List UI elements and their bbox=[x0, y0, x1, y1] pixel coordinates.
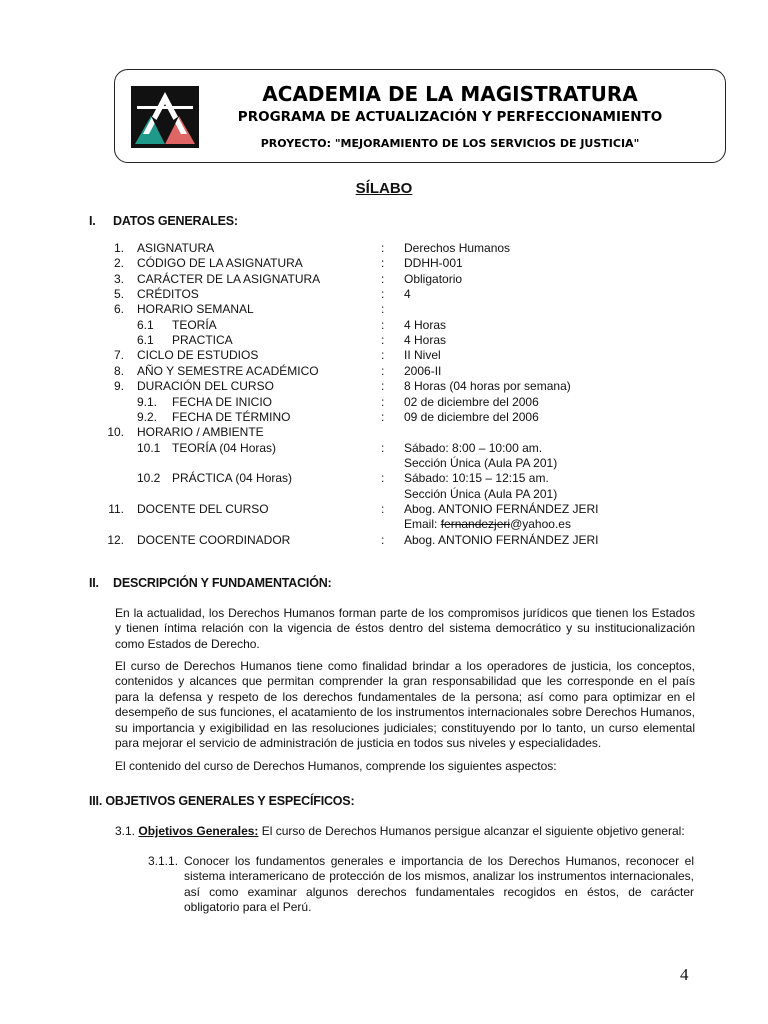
row-separator: : bbox=[381, 394, 385, 409]
row-label: CÓDIGO DE LA ASIGNATURA bbox=[137, 256, 303, 271]
objective-number: 3.1. bbox=[115, 824, 136, 838]
page-number: 4 bbox=[680, 965, 689, 984]
objective-general bbox=[115, 824, 715, 839]
row-number: 12. bbox=[107, 532, 124, 547]
row-separator: : bbox=[381, 379, 385, 394]
row-separator: : bbox=[381, 409, 385, 424]
row-label: ASIGNATURA bbox=[137, 241, 215, 255]
row-value: Abog. ANTONIO FERNÁNDEZ JERI bbox=[404, 532, 599, 547]
table-row bbox=[0, 394, 768, 410]
row-label: PRÁCTICA (04 Horas) bbox=[172, 471, 293, 486]
row-separator: : bbox=[381, 317, 385, 332]
row-number: 5. bbox=[113, 287, 124, 302]
row-value: DDHH-001 bbox=[404, 256, 463, 271]
table-row bbox=[0, 486, 768, 502]
row-number: 10.2 bbox=[137, 471, 161, 486]
table-row bbox=[0, 271, 768, 287]
section-1-number: I. bbox=[89, 214, 96, 228]
row-label: DOCENTE DEL CURSO bbox=[137, 501, 269, 516]
row-value: 4 Horas bbox=[404, 317, 447, 332]
row-value: 09 de diciembre del 2006 bbox=[404, 409, 539, 424]
table-row bbox=[0, 440, 768, 456]
row-separator: : bbox=[381, 440, 385, 455]
objective-label: Objetivos Generales: bbox=[138, 824, 259, 838]
row-separator: : bbox=[381, 302, 385, 317]
row-separator: : bbox=[381, 271, 385, 286]
section-1-title: DATOS GENERALES: bbox=[113, 214, 238, 228]
row-separator: : bbox=[381, 471, 385, 486]
row-value: II Nivel bbox=[404, 348, 441, 363]
row-number: 9.1. bbox=[137, 394, 158, 409]
row-number: 9.2. bbox=[137, 409, 158, 424]
section-2-number: II. bbox=[89, 576, 99, 590]
table-row bbox=[0, 363, 768, 379]
row-label: DURACIÓN DEL CURSO bbox=[137, 379, 274, 394]
program-name: PROGRAMA DE ACTUALIZACIÓN Y PERFECCIONAMIENTO bbox=[237, 109, 663, 125]
table-row bbox=[0, 409, 768, 425]
row-separator: : bbox=[381, 241, 385, 255]
table-row bbox=[0, 286, 768, 302]
row-label: CICLO DE ESTUDIOS bbox=[137, 348, 259, 363]
project-name: PROYECTO: "MEJORAMIENTO DE LOS SERVICIOS DE JUSTICIA" bbox=[260, 137, 640, 150]
row-separator: : bbox=[381, 348, 385, 363]
table-row bbox=[0, 301, 768, 317]
row-label: DOCENTE COORDINADOR bbox=[137, 532, 291, 547]
row-separator: : bbox=[381, 363, 385, 378]
row-number: 6. bbox=[113, 302, 124, 317]
section-1-heading bbox=[89, 214, 238, 228]
table-row bbox=[0, 516, 768, 532]
table-row bbox=[0, 240, 768, 256]
paragraph: El contenido del curso de Derechos Humanos, comprende los siguientes aspectos: bbox=[115, 759, 557, 773]
objective-text: El curso de Derechos Humanos persigue alcanzar el siguiente objetivo general: bbox=[258, 824, 685, 838]
row-label: FECHA DE INICIO bbox=[172, 394, 273, 409]
section-2-title: DESCRIPCIÓN Y FUNDAMENTACIÓN: bbox=[113, 576, 332, 590]
row-number: 2. bbox=[113, 256, 124, 271]
row-label: AÑO Y SEMESTRE ACADÉMICO bbox=[137, 363, 319, 378]
table-row bbox=[0, 332, 768, 348]
row-value: Sección Única (Aula PA 201) bbox=[404, 455, 558, 470]
institution-name: ACADEMIA DE LA MAGISTRATURA bbox=[262, 82, 638, 106]
table-row bbox=[0, 455, 768, 471]
row-separator: : bbox=[381, 333, 385, 348]
row-number: 7. bbox=[113, 348, 124, 363]
row-number: 8. bbox=[113, 363, 124, 378]
row-label: HORARIO SEMANAL bbox=[137, 302, 254, 317]
row-label: CRÉDITOS bbox=[137, 287, 199, 302]
row-value: 4 bbox=[404, 287, 411, 302]
row-value: 02 de diciembre del 2006 bbox=[404, 394, 539, 409]
row-value: 8 Horas (04 horas por semana) bbox=[404, 379, 571, 394]
row-value: Sábado: 10:15 – 12:15 am. bbox=[404, 471, 549, 486]
table-row bbox=[0, 255, 768, 271]
row-value: 2006-II bbox=[404, 363, 442, 378]
row-separator: : bbox=[381, 287, 385, 302]
row-separator: : bbox=[381, 532, 385, 547]
row-number: 1. bbox=[113, 241, 124, 255]
row-value: Sección Única (Aula PA 201) bbox=[404, 486, 558, 501]
section-2-heading bbox=[89, 576, 332, 590]
row-number: 6.1 bbox=[137, 333, 154, 348]
row-value: Email: fernandezjeri@yahoo.es bbox=[404, 517, 571, 532]
row-separator: : bbox=[381, 501, 385, 516]
table-row bbox=[0, 470, 768, 486]
page-title: SÍLABO bbox=[355, 180, 413, 197]
table-row bbox=[0, 532, 768, 548]
table-row bbox=[0, 378, 768, 394]
paragraph: El curso de Derechos Humanos tiene como finalidad brindar a los operadores de justicia, los conceptos, contenidos y alcances que permitan comprender la gran responsabilidad que les corresponde en el país para la defensa y respeto de los derechos fundamentales de la persona; así como para optimizar en el desempeño de sus funciones, el acatamiento de los instrumentos internacionales sobre Derechos Humanos, su importancia y exigibilidad en las resoluciones judiciales; constituyendo por lo tanto, un curso elemental para mejorar el servicio de administración de justicia en todos sus niveles y especialidades. bbox=[115, 659, 695, 751]
row-label: TEORÍA (04 Horas) bbox=[172, 440, 277, 455]
row-number: 9. bbox=[113, 379, 124, 394]
row-value: Abog. ANTONIO FERNÁNDEZ JERI bbox=[404, 501, 599, 516]
row-label: CARÁCTER DE LA ASIGNATURA bbox=[137, 271, 321, 286]
paragraph: En la actualidad, los Derechos Humanos forman parte de los compromisos jurídicos que tienen los Estados y tienen íntima relación con la vigencia de éstos dentro del sistema democrático y su institucionalización como Estados de Derecho. bbox=[115, 606, 695, 651]
row-label: HORARIO / AMBIENTE bbox=[137, 425, 264, 440]
table-row bbox=[0, 317, 768, 333]
row-value: 4 Horas bbox=[404, 333, 447, 348]
row-value: Obligatorio bbox=[404, 271, 463, 286]
sub-objective-number: 3.1.1. bbox=[148, 854, 179, 868]
row-number: 10.1 bbox=[137, 440, 161, 455]
row-number: 10. bbox=[107, 425, 124, 440]
table-row bbox=[0, 347, 768, 363]
academia-logo-icon bbox=[131, 86, 199, 148]
row-number: 6.1 bbox=[137, 317, 154, 332]
row-value: Sábado: 8:00 – 10:00 am. bbox=[404, 440, 543, 455]
table-row bbox=[0, 424, 768, 440]
sub-objective-text: Conocer los fundamentos generales e importancia de los Derechos Humanos, reconocer el sistema interamericano de protección de los mismos, analizar los instrumentos internacionales, así como examinar algunos derechos fundamentales recogidos en éstos, de carácter obligatorio para el Perú. bbox=[184, 854, 694, 915]
row-number: 11. bbox=[108, 501, 124, 516]
email-domain: @yahoo.es bbox=[510, 517, 571, 532]
row-number: 3. bbox=[113, 271, 124, 286]
row-value: Derechos Humanos bbox=[404, 241, 511, 255]
table-row bbox=[0, 501, 768, 517]
row-label: PRACTICA bbox=[172, 333, 233, 348]
row-label: TEORÍA bbox=[172, 317, 217, 332]
row-label: FECHA DE TÉRMINO bbox=[172, 409, 291, 424]
email-user: fernandezjeri bbox=[440, 517, 511, 532]
row-separator: : bbox=[381, 256, 385, 271]
section-3-heading: III. OBJETIVOS GENERALES Y ESPECÍFICOS: bbox=[89, 794, 355, 808]
